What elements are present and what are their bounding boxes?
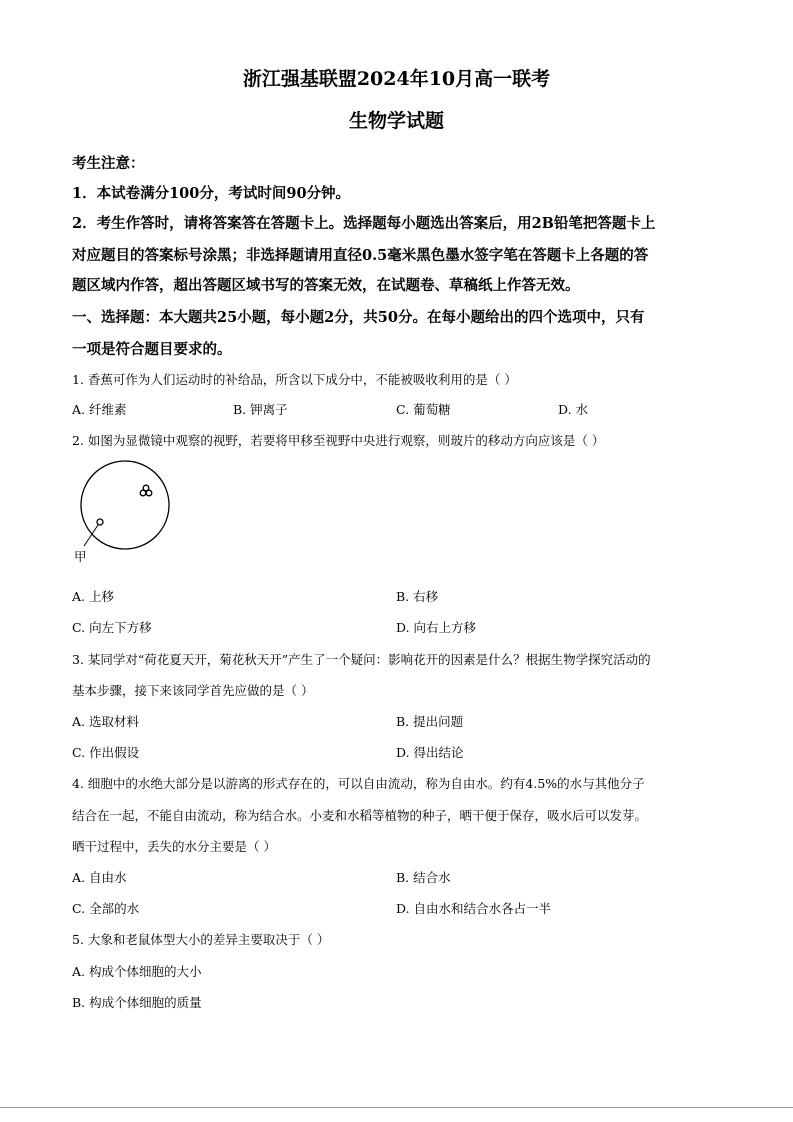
question-5-option-b: B. 构成个体细胞的质量 xyxy=(72,995,202,1010)
notice-item-2-line-1: 2．考生作答时，请将答案答在答题卡上。选择题每小题选出答案后，用2B铅笔把答题卡上 xyxy=(72,215,656,232)
question-4-option-d: D. 自由水和结合水各占一半 xyxy=(396,901,552,916)
question-3-option-d: D. 得出结论 xyxy=(396,745,464,760)
question-3-stem-line-1: 3. 某同学对“荷花夏天开，菊花秋天开”产生了一个疑问：影响花开的因素是什么？根据生物学探究活动的 xyxy=(72,652,651,667)
page-bottom-divider xyxy=(0,1107,793,1108)
question-2-stem: 2. 如图为显微镜中观察的视野，若要将甲移至视野中央进行观察，则玻片的移动方向应该是（ ） xyxy=(72,433,605,448)
exam-subtitle: 生物学试题 xyxy=(348,110,444,132)
question-4-stem-line-2: 结合在一起，不能自由流动，称为结合水。小麦和水稻等植物的种子，晒干便于保存，吸水后可以发芽。 xyxy=(72,808,648,823)
question-3-option-b: B. 提出问题 xyxy=(396,714,464,729)
question-5-option-a: A. 构成个体细胞的大小 xyxy=(72,964,202,979)
question-4-stem-line-1: 4. 细胞中的水绝大部分是以游离的形式存在的，可以自由流动，称为自由水。约有4.5%的水与其他分子 xyxy=(72,776,645,791)
question-4-stem-line-3: 晒干过程中，丢失的水分主要是（ ） xyxy=(72,839,276,854)
question-5-stem: 5. 大象和老鼠体型大小的差异主要取决于（ ） xyxy=(72,932,330,947)
question-1-option-d: D. 水 xyxy=(558,402,589,417)
notice-item-2-line-3: 题区域内作答，超出答题区域书写的答案无效，在试题卷、草稿纸上作答无效。 xyxy=(72,277,580,294)
notice-heading: 考生注意： xyxy=(72,155,145,172)
question-1-option-b: B. 钾离子 xyxy=(233,402,288,417)
field-of-view-circle xyxy=(81,461,169,549)
cell-cluster xyxy=(140,485,152,496)
section-heading-line-2: 一项是符合题目要求的。 xyxy=(72,341,232,358)
question-1-option-c: C. 葡萄糖 xyxy=(396,402,451,417)
cell-jia xyxy=(97,519,103,525)
question-2-option-a: A. 上移 xyxy=(72,589,114,604)
question-2-option-b: B. 右移 xyxy=(396,589,439,604)
microscope-field-figure xyxy=(72,460,184,562)
question-4-option-c: C. 全部的水 xyxy=(72,901,140,916)
label-leader-line xyxy=(84,525,98,546)
question-2-option-d: D. 向右上方移 xyxy=(396,620,477,635)
question-2-option-c: C. 向左下方移 xyxy=(72,620,152,635)
section-heading-line-1: 一、选择题：本大题共25小题，每小题2分，共50分。在每小题给出的四个选项中，只有 xyxy=(72,309,645,326)
question-1-stem: 1. 香蕉可作为人们运动时的补给品，所含以下成分中，不能被吸收利用的是（ ） xyxy=(72,372,517,387)
notice-item-1: 1．本试卷满分100分，考试时间90分钟。 xyxy=(72,185,351,202)
exam-title: 浙江强基联盟2024年10月高一联考 xyxy=(242,68,551,90)
question-3-option-c: C. 作出假设 xyxy=(72,745,140,760)
question-4-option-b: B. 结合水 xyxy=(396,870,451,885)
question-3-option-a: A. 选取材料 xyxy=(72,714,139,729)
question-4-option-a: A. 自由水 xyxy=(72,870,127,885)
notice-item-2-line-2: 对应题目的答案标号涂黑；非选择题请用直径0.5毫米黑色墨水签字笔在答题卡上各题的答 xyxy=(72,247,649,264)
question-1-option-a: A. 纤维素 xyxy=(72,402,127,417)
question-3-stem-line-2: 基本步骤，接下来该同学首先应做的是（ ） xyxy=(72,683,314,698)
figure-label-jia: 甲 xyxy=(74,549,87,564)
